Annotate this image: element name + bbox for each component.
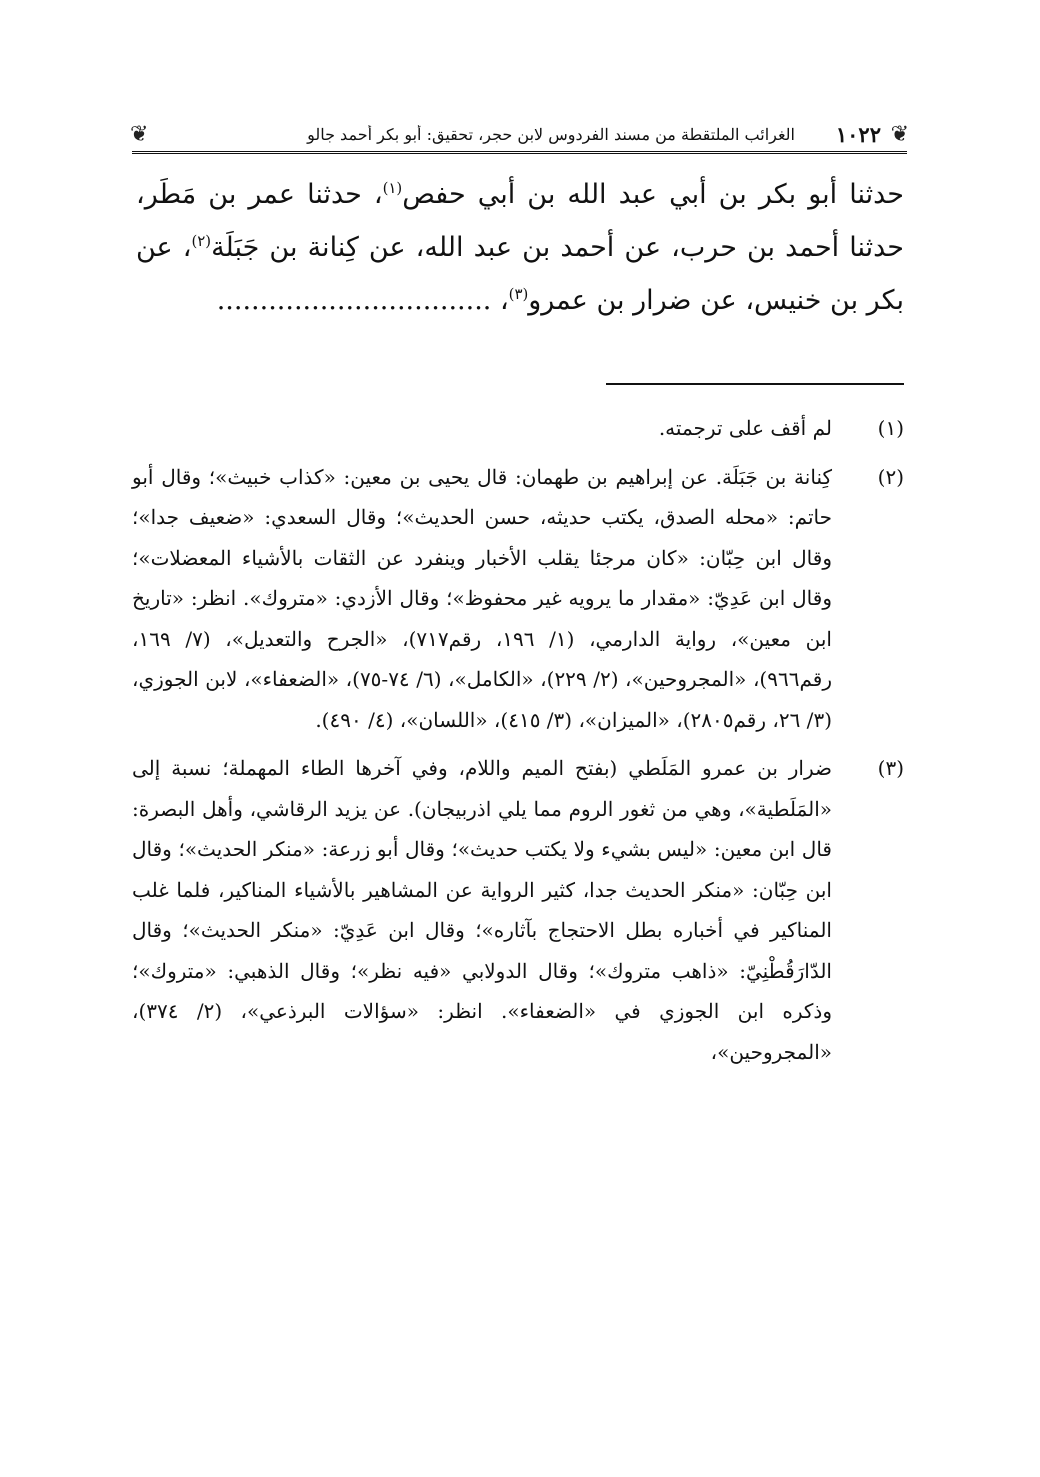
- footnote-number: (٢): [877, 464, 904, 489]
- footnote-text: ضرار بن عمرو المَلَطي (بفتح الميم واللام، وفي آخرها الطاء المهملة؛ نسبة إلى «المَلَطية»، وهي من ثغور الروم مما يلي اذربيجان). عن يزيد الرقاشي، وأهل البصرة: قال ابن معين: «ليس بشيء ولا يكتب حديث»؛ وقال أبو زرعة: «منكر الحديث»؛ وقال ابن حِبّان: «منكر الحديث جدا، كثير الرواية عن المشاهير بالأشياء المناكير، فلما غلب المناكير في أخباره بطل الاحتجاج بآثاره»؛ وقال ابن عَدِيّ: «منكر الحديث»؛ وقال الدّارَقُطْنِيّ: «ذاهب متروك»؛ وقال الدولابي «فيه نظر»؛ وقال الذهبي: «متروك»؛ وذكره ابن الجوزي في «الضعفاء». انظر: «سؤالات البرذعي»، (٢/ ٣٧٤)، «المجروحين»،: [132, 756, 832, 1064]
- footnote-2: [132, 457, 904, 741]
- footnote-3: [132, 748, 904, 1072]
- footnote-1: [132, 408, 904, 449]
- main-text-part-1: حدثنا أبو بكر بن أبي عبد الله بن أبي حفص: [402, 179, 904, 210]
- main-text-part-2: ، حدثنا عمر بن مَطَر، حدثنا أحمد بن حرب، عن أحمد بن عبد الله، عن كِنانة بن جَبَلَة: [136, 179, 904, 263]
- main-text-part-3: ، عن بكر بن خنيس، عن ضرار بن عمرو: [136, 232, 904, 316]
- footnote-ref-2[interactable]: (٢): [191, 232, 212, 250]
- footnote-number: (٣): [877, 756, 904, 780]
- main-paragraph: [136, 168, 904, 327]
- header-ornament-right-icon: ❦: [890, 122, 909, 147]
- main-text-part-4: ، ................................: [216, 285, 509, 316]
- page-number: ١٠٢٢: [835, 122, 881, 147]
- footnote-number: (١): [877, 416, 904, 440]
- main-text: [136, 168, 904, 327]
- footnote-separator: [606, 383, 904, 385]
- header-title: الغرائب الملتقطة من مسند الفردوس لابن حجر، تحقيق: أبو بكر أحمد جالو: [307, 125, 795, 144]
- header-ornament-left-icon: ❦: [130, 122, 149, 147]
- footnote-ref-1[interactable]: (١): [382, 179, 403, 197]
- header-rule: [132, 151, 907, 154]
- footnotes: [132, 408, 904, 1080]
- footnote-text: كِنانة بن جَبَلَة. عن إبراهيم بن طهمان: قال يحيى بن معين: «كذاب خبيث»؛ وقال أبو حاتم: «محله الصدق، يكتب حديثه، حسن الحديث»؛ وقال السعدي: «ضعيف جدا»؛ وقال ابن حِبّان: «كان مرجئا يقلب الأخبار وينفرد عن الثقات بالأشياء المعضلات»؛ وقال ابن عَدِيّ: «مقدار ما يرويه غير محفوظ»؛ وقال الأزدي: «متروك». انظر: «تاريخ ابن معين»، رواية الدارمي، (١/ ١٩٦، رقم٧١٧)، «الجرح والتعديل»، (٧/ ١٦٩، رقم٩٦٦)، «المجروحين»، (٢/ ٢٢٩)، «الكامل»، (٦/ ٧٤-٧٥)، «الضعفاء»، لابن الجوزي، (٣/ ٢٦، رقم٢٨٠٥)، «الميزان»، (٣/ ٤١٥)، «اللسان»، (٤/ ٤٩٠).: [132, 464, 832, 732]
- running-header: [132, 120, 907, 154]
- footnote-ref-3[interactable]: (٣): [508, 285, 529, 303]
- footnote-text: لم أقف على ترجمته.: [658, 416, 832, 440]
